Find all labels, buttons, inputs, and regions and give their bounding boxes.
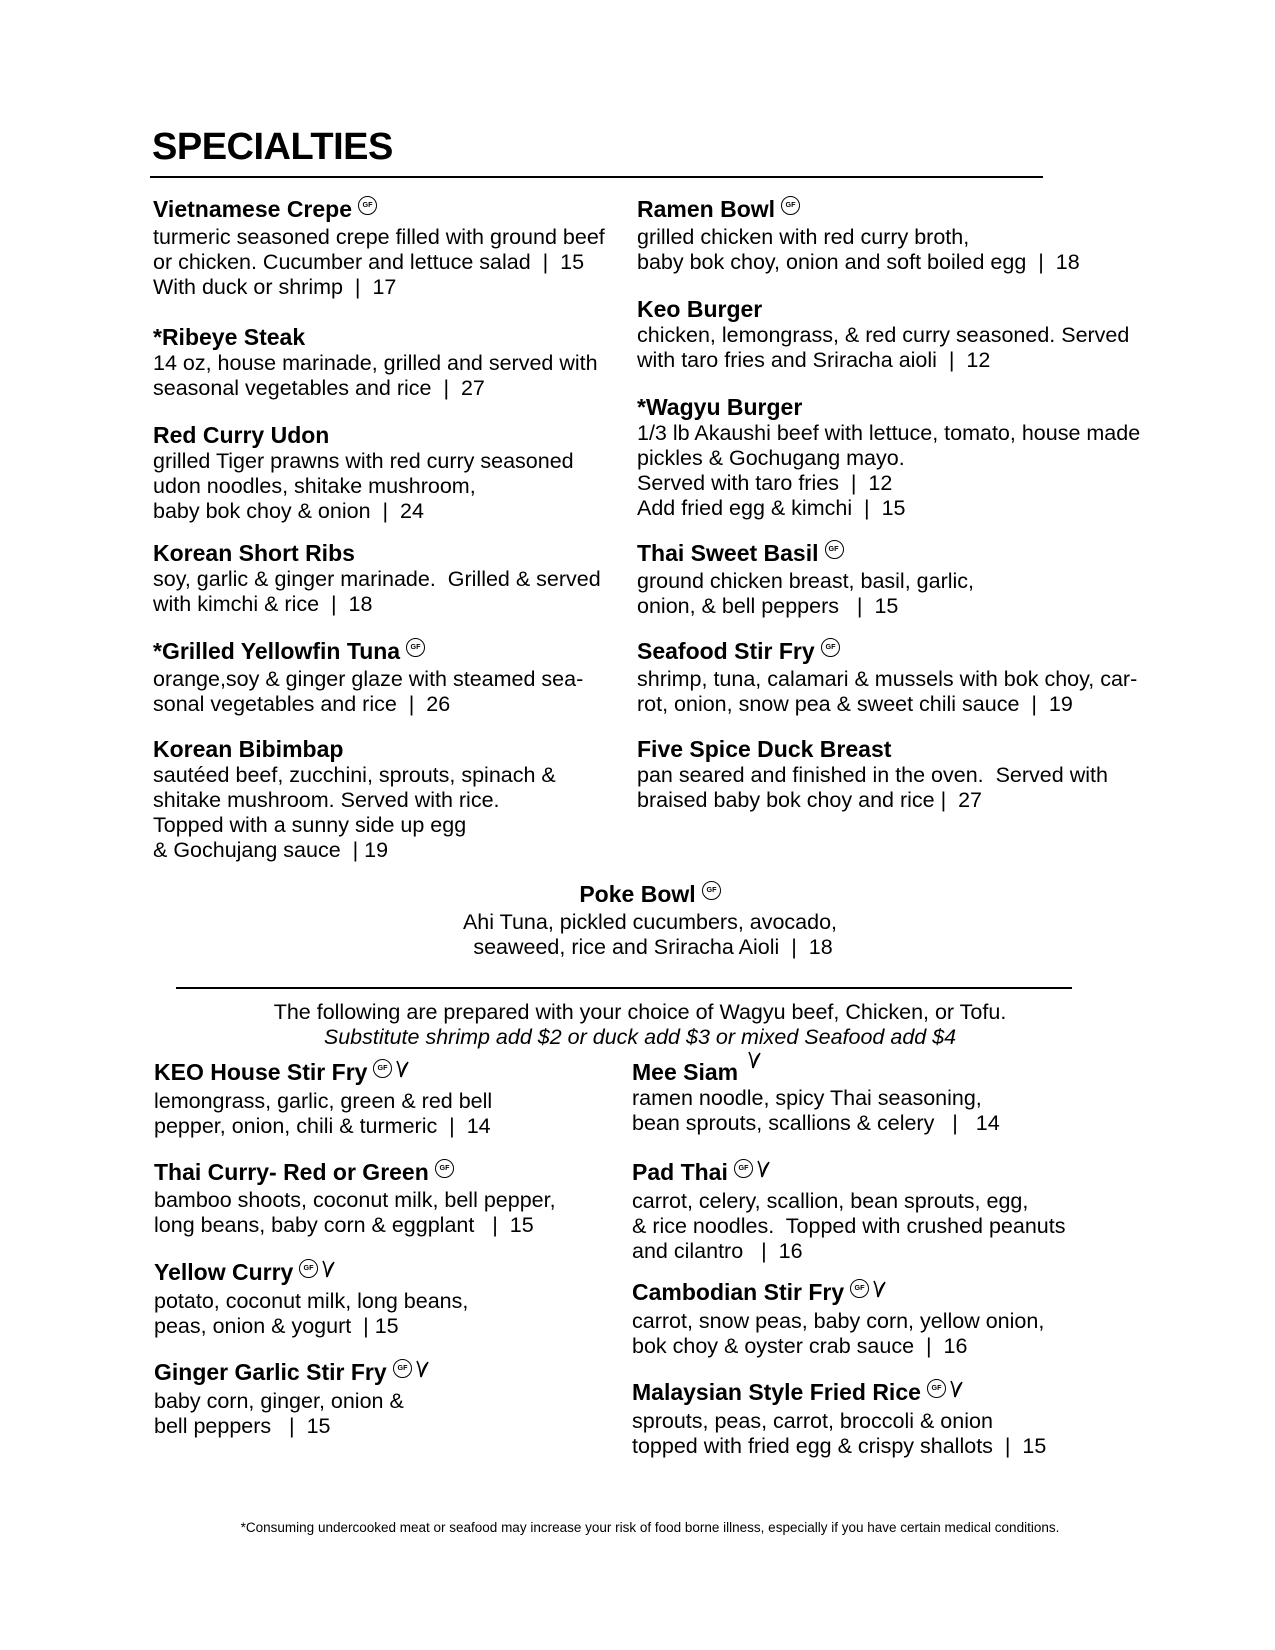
menu-item-name: Korean Short Ribs (153, 540, 355, 566)
menu-item-name: Five Spice Duck Breast (637, 736, 892, 762)
vegetarian-leaf-icon (321, 1259, 335, 1279)
gluten-free-icon (850, 1279, 869, 1298)
diet-badges (734, 1159, 770, 1179)
menu-item-name: Keo Burger (637, 296, 763, 322)
vegetarian-leaf-icon (872, 1279, 886, 1299)
menu-item-description: baby bok choy & onion | 24 (153, 499, 424, 523)
gluten-free-icon (781, 196, 800, 215)
diet-badges (358, 196, 377, 215)
gluten-free-icon (825, 540, 844, 559)
menu-item-description: shrimp, tuna, calamari & mussels with bok choy, car- (637, 666, 1138, 691)
gluten-free-icon (373, 1059, 392, 1078)
menu-item-description: bok choy & oyster crab sauce | 16 (632, 1333, 968, 1358)
menu-item-description: baby corn, ginger, onion & (154, 1388, 404, 1413)
menu-item-malaysian-style-fried-rice (632, 1380, 1046, 1459)
menu-item-yellow-curry (154, 1260, 468, 1339)
substitution-line: Substitute shrimp add $2 or duck add $3 or mixed Seafood add $4 (323, 1025, 957, 1049)
menu-item-description: sprouts, peas, carrot, broccoli & onion (632, 1408, 993, 1433)
diet-badges (299, 1259, 335, 1279)
gluten-free-label: GF (854, 1283, 865, 1292)
menu-item-name: Thai Sweet Basil (637, 540, 819, 566)
menu-item-name: *Grilled Yellowfin Tuna (153, 638, 401, 664)
menu-item-name: Korean Bibimbap (153, 736, 344, 762)
gluten-free-icon (299, 1259, 318, 1278)
menu-item-description: with taro fries and Sriracha aioli | 12 (637, 348, 991, 372)
gluten-free-label: GF (410, 642, 421, 651)
menu-item-keo-house-stir-fry (154, 1060, 492, 1139)
menu-item-description: pickles & Gochugang mayo. (637, 446, 905, 470)
menu-item-description: long beans, baby corn & eggplant | 15 (154, 1212, 534, 1237)
menu-item-description: Served with taro fries | 12 (637, 471, 893, 495)
menu-item-description: with kimchi & rice | 18 (153, 592, 373, 616)
menu-item-description: seasonal vegetables and rice | 27 (153, 376, 485, 400)
diet-badges (850, 1279, 886, 1299)
vegetarian-leaf-icon (415, 1359, 429, 1379)
menu-item-seafood-stir-fry (637, 639, 1137, 717)
menu-item-description: Ahi Tuna, pickled cucumbers, avocado, (462, 909, 838, 934)
menu-item-vietnamese-crepe (153, 197, 605, 300)
menu-item-name: KEO House Stir Fry (154, 1059, 368, 1085)
diet-badges (744, 1050, 761, 1070)
gluten-free-label: GF (397, 1363, 408, 1372)
gluten-free-label: GF (738, 1163, 749, 1172)
menu-item-description: carrot, celery, scallion, bean sprouts, egg, (632, 1188, 1029, 1213)
menu-item-description: grilled chicken with red curry broth, (637, 224, 970, 249)
gluten-free-label: GF (829, 544, 840, 553)
protein-choice-note (150, 1000, 1130, 1050)
menu-item-description: & rice noodles. Topped with crushed peanuts (632, 1213, 1066, 1238)
menu-item-description: rot, onion, snow pea & sweet chili sauce | 19 (637, 691, 1073, 716)
gluten-free-icon (358, 196, 377, 215)
vegetarian-leaf-icon (395, 1059, 409, 1079)
menu-item-name: Thai Curry- Red or Green (154, 1159, 429, 1185)
diet-badges (373, 1059, 409, 1079)
menu-item-name: Ginger Garlic Stir Fry (154, 1359, 387, 1385)
vegetarian-leaf-icon (949, 1379, 963, 1399)
menu-item-name: Yellow Curry (154, 1259, 294, 1285)
menu-item-name: *Wagyu Burger (637, 394, 803, 420)
menu-item-description: 14 oz, house marinade, grilled and served with (153, 351, 598, 375)
gluten-free-label: GF (439, 1163, 450, 1172)
diet-badges (821, 638, 840, 657)
menu-item-wagyu-burger (637, 395, 1140, 521)
menu-item-description: potato, coconut milk, long beans, (154, 1288, 469, 1313)
menu-item-description: sautéed beef, zucchini, sprouts, spinach & (153, 763, 556, 787)
menu-item-description: sonal vegetables and rice | 26 (153, 691, 451, 716)
diet-badges (825, 540, 844, 559)
menu-item-cambodian-stir-fry (632, 1280, 1044, 1359)
menu-item-description: seaweed, rice and Sriracha Aioli | 18 (467, 934, 833, 959)
menu-item-description: bell peppers | 15 (154, 1413, 331, 1438)
menu-item-description: peas, onion & yogurt | 15 (154, 1313, 399, 1338)
gluten-free-icon (927, 1379, 946, 1398)
menu-item-description: With duck or shrimp | 17 (153, 274, 397, 299)
diet-badges (927, 1379, 963, 1399)
menu-item-name: Pad Thai (632, 1159, 728, 1185)
gluten-free-icon (702, 881, 721, 900)
protein-choice-line: The following are prepared with your choice of Wagyu beef, Chicken, or Tofu. (273, 1000, 1007, 1024)
menu-item-ginger-garlic-stir-fry (154, 1360, 429, 1439)
menu-item-description: ramen noodle, spicy Thai seasoning, (632, 1086, 982, 1110)
menu-item-description: udon noodles, shitake mushroom, (153, 474, 476, 498)
menu-item-description: turmeric seasoned crepe filled with ground beef (153, 224, 605, 249)
gluten-free-label: GF (785, 200, 796, 209)
menu-item-description: & Gochujang sauce | 19 (153, 838, 389, 862)
gluten-free-icon (393, 1359, 412, 1378)
menu-item-name: Malaysian Style Fried Rice (632, 1379, 921, 1405)
menu-item-description: orange,soy & ginger glaze with steamed sea- (153, 666, 584, 691)
menu-item-thai-curry-red-or-green (154, 1160, 556, 1238)
title-divider (150, 176, 1043, 178)
gluten-free-label: GF (362, 200, 373, 209)
menu-item-description: braised baby bok choy and rice | 27 (637, 788, 983, 812)
vegetarian-leaf-icon (756, 1159, 770, 1179)
menu-item-name: Poke Bowl (579, 881, 696, 907)
menu-item-description: lemongrass, garlic, green & red bell (154, 1088, 493, 1113)
menu-item-description: soy, garlic & ginger marinade. Grilled & served (153, 567, 601, 591)
gluten-free-label: GF (706, 885, 717, 894)
menu-item-five-spice-duck-breast (637, 737, 1108, 813)
menu-item-description: pepper, onion, chili & turmeric | 14 (154, 1113, 491, 1138)
menu-item-name: Red Curry Udon (153, 422, 330, 448)
menu-item-description: bamboo shoots, coconut milk, bell pepper, (154, 1187, 556, 1212)
menu-item-description: baby bok choy, onion and soft boiled egg | 18 (637, 249, 1080, 274)
menu-item-grilled-yellowfin-tuna (153, 639, 583, 717)
menu-item-description: Topped with a sunny side up egg (153, 813, 467, 837)
gluten-free-icon (406, 638, 425, 657)
diet-badges (702, 881, 721, 900)
menu-item-name: Cambodian Stir Fry (632, 1279, 845, 1305)
gluten-free-icon (821, 638, 840, 657)
menu-item-ribeye-steak (153, 325, 598, 401)
gluten-free-icon (734, 1159, 753, 1178)
menu-item-description: shitake mushroom. Served with rice. (153, 788, 500, 812)
menu-item-description: pan seared and finished in the oven. Served with (637, 763, 1108, 787)
gluten-free-label: GF (931, 1383, 942, 1392)
consumer-advisory-footnote: *Consuming undercooked meat or seafood may increase your risk of food borne illness, especially if you have certain medical conditions. (240, 1520, 1060, 1535)
gluten-free-label: GF (377, 1063, 388, 1072)
diet-badges (406, 638, 425, 657)
menu-item-description: and cilantro | 16 (632, 1238, 803, 1263)
menu-item-description: ground chicken breast, basil, garlic, (637, 568, 975, 593)
menu-item-description: bean sprouts, scallions & celery | 14 (632, 1111, 1000, 1135)
menu-item-description: onion, & bell peppers | 15 (637, 593, 899, 618)
menu-item-description: Add fried egg & kimchi | 15 (637, 496, 906, 520)
menu-item-ramen-bowl (637, 197, 1080, 275)
vegetarian-leaf-icon (747, 1050, 761, 1070)
menu-item-mee-siam (632, 1060, 1000, 1136)
menu-item-name: *Ribeye Steak (153, 324, 306, 350)
page-title: SPECIALTIES (152, 126, 393, 168)
menu-item-red-curry-udon (153, 423, 574, 524)
menu-item-keo-burger (637, 297, 1129, 373)
menu-item-description: topped with fried egg & crispy shallots | 15 (632, 1433, 1047, 1458)
menu-item-description: chicken, lemongrass, & red curry seasoned. Served (637, 323, 1130, 347)
menu-item-description: 1/3 lb Akaushi beef with lettuce, tomato, house made (637, 421, 1141, 445)
menu-item-name: Mee Siam (632, 1059, 739, 1085)
diet-badges (435, 1159, 454, 1178)
menu-item-description: or chicken. Cucumber and lettuce salad | 15 (153, 249, 585, 274)
menu-item-pad-thai (632, 1160, 1065, 1264)
poke-bowl-item (300, 882, 1000, 960)
menu-item-description: carrot, snow peas, baby corn, yellow onion, (632, 1308, 1045, 1333)
section-divider (176, 987, 1072, 989)
menu-item-name: Seafood Stir Fry (637, 638, 815, 664)
gluten-free-label: GF (303, 1263, 314, 1272)
menu-item-thai-sweet-basil (637, 541, 974, 619)
menu-item-description: grilled Tiger prawns with red curry seasoned (153, 449, 574, 473)
gluten-free-icon (435, 1159, 454, 1178)
menu-item-name: Ramen Bowl (637, 196, 776, 222)
menu-item-korean-bibimbap (153, 737, 556, 863)
menu-item-name: Vietnamese Crepe (153, 196, 353, 222)
gluten-free-label: GF (825, 642, 836, 651)
menu-item-korean-short-ribs (153, 541, 601, 617)
diet-badges (393, 1359, 429, 1379)
diet-badges (781, 196, 800, 215)
